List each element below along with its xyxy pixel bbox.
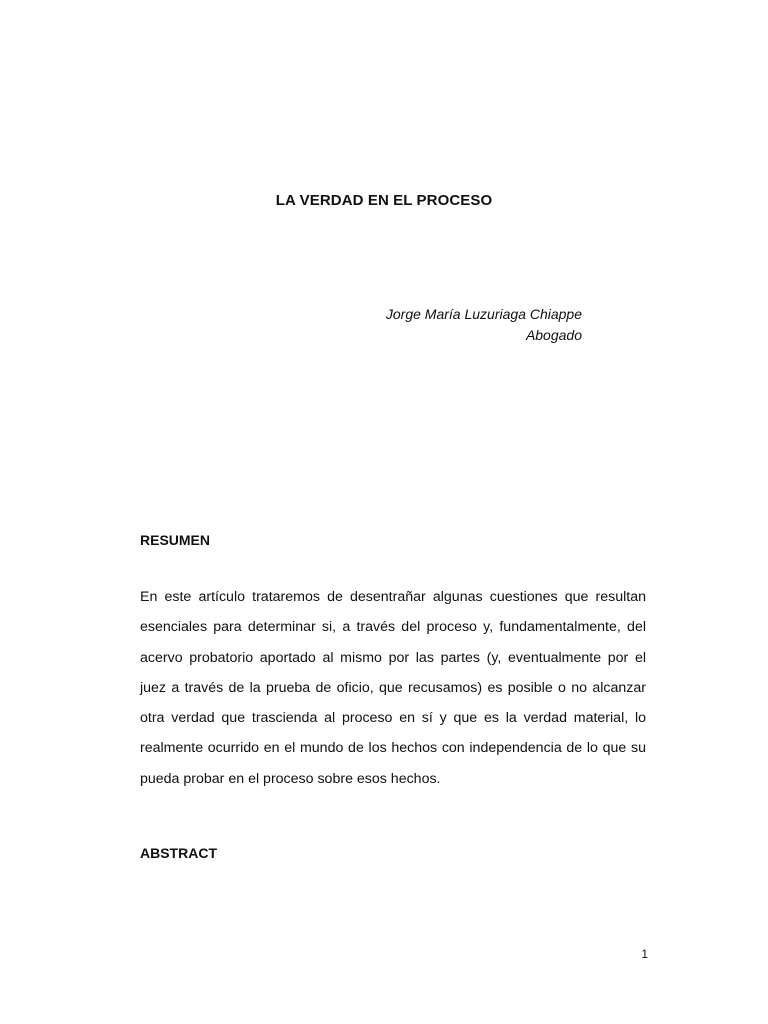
section-heading-abstract: ABSTRACT [140, 845, 217, 861]
author-name: Jorge María Luzuriaga Chiappe [385, 306, 582, 322]
author-role: Abogado [525, 327, 582, 343]
resumen-paragraph: En este artículo trataremos de desentrañar algunas cuestiones que resultan esenciales para determinar si, a través del proceso y, fundamentalmente, del acervo probatorio aportado al mismo por las partes (y, eventualmente por el juez a través de la prueba de oficio, que recusamos) es posible o no alcanzar otra verdad que trascienda al proceso en sí y que es la verdad material, lo realmente ocurrido en el mundo de los hechos con independencia de lo que su pueda probar en el proceso sobre esos hechos. [140, 589, 646, 787]
page-number: 1 [641, 947, 648, 961]
document-title: LA VERDAD EN EL PROCESO [275, 192, 493, 209]
section-heading-resumen: RESUMEN [140, 532, 211, 548]
author-block [386, 304, 582, 346]
